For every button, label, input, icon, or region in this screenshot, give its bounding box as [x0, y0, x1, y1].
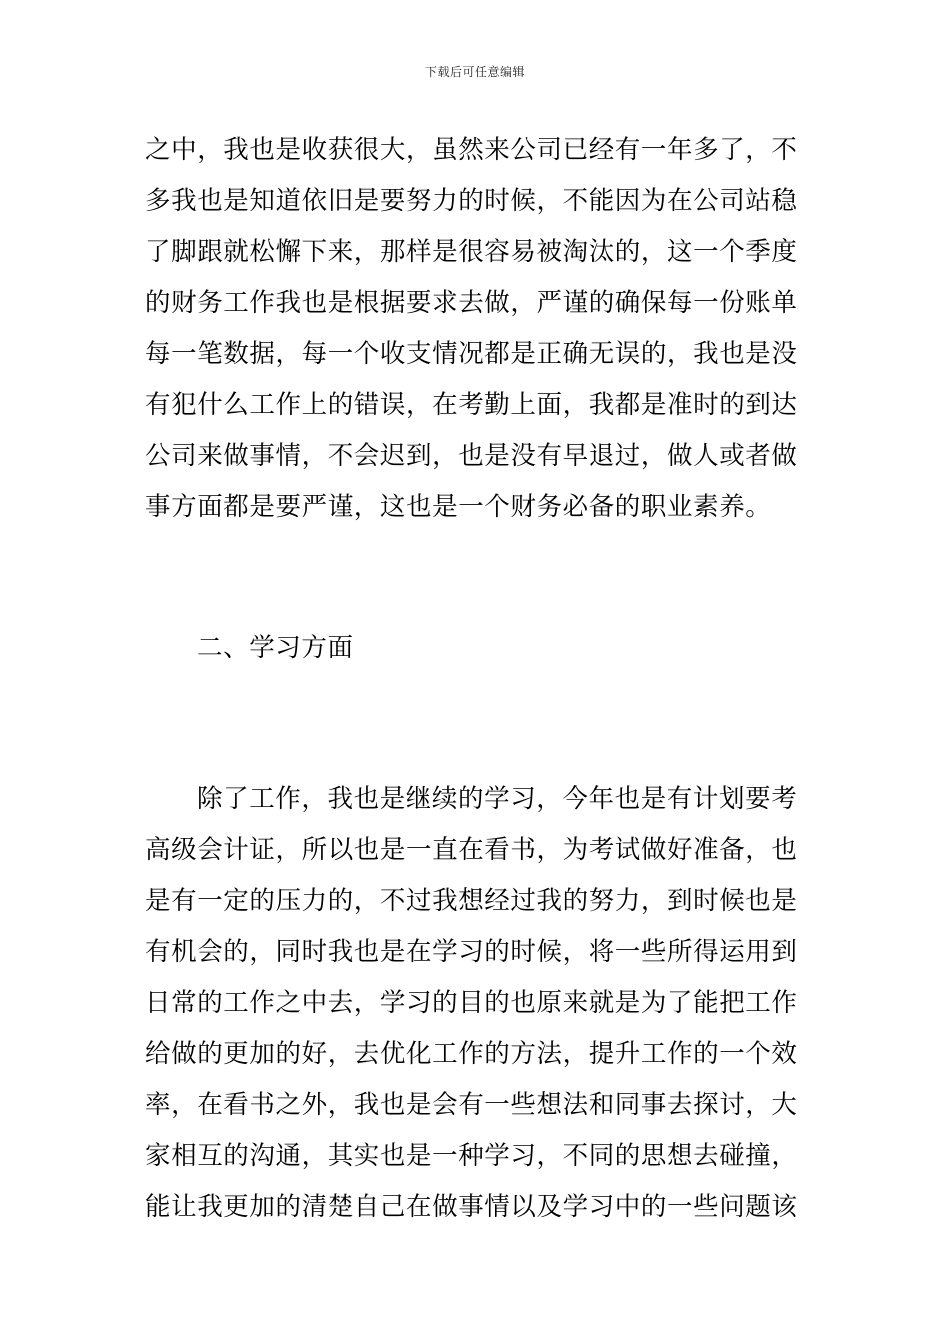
paragraph-line: 高级会计证，所以也是一直在看书，为考试做好准备，也: [145, 835, 798, 865]
paragraph-line: 率，在看书之外，我也是会有一些想法和同事去探讨，大: [145, 1090, 798, 1120]
paragraph-line: 每一笔数据，每一个收支情况都是正确无误的，我也是没: [145, 339, 798, 369]
paragraph-line: 家相互的沟通，其实也是一种学习，不同的思想去碰撞，: [145, 1141, 798, 1171]
paragraph-line: 了脚跟就松懈下来，那样是很容易被淘汰的，这一个季度: [145, 237, 798, 267]
paragraph-line: 能让我更加的清楚自己在做事情以及学习中的一些问题该: [145, 1192, 798, 1222]
paragraph-line: 事方面都是要严谨，这也是一个财务必备的职业素养。: [145, 492, 772, 522]
paragraph-line: 日常的工作之中去，学习的目的也原来就是为了能把工作: [145, 988, 798, 1018]
paragraph-line: 有犯什么工作上的错误，在考勤上面，我都是准时的到达: [145, 390, 798, 420]
paragraph-line: 有机会的，同时我也是在学习的时候，将一些所得运用到: [145, 937, 798, 967]
paragraph-line: 公司来做事情，不会迟到，也是没有早退过，做人或者做: [145, 441, 798, 471]
paragraph-line: 多我也是知道依旧是要努力的时候，不能因为在公司站稳: [145, 186, 798, 216]
paragraph-line: 的财务工作我也是根据要求去做，严谨的确保每一份账单: [145, 288, 798, 318]
page-header-note: 下载后可任意编辑: [424, 65, 525, 79]
paragraph-line: 是有一定的压力的，不过我想经过我的努力，到时候也是: [145, 886, 798, 916]
paragraph-line: 之中，我也是收获很大，虽然来公司已经有一年多了，不: [145, 135, 798, 165]
paragraph-line: 除了工作，我也是继续的学习，今年也是有计划要考: [197, 784, 798, 814]
section-heading: 二、学习方面: [197, 633, 354, 663]
paragraph-line: 给做的更加的好，去优化工作的方法，提升工作的一个效: [145, 1039, 798, 1069]
